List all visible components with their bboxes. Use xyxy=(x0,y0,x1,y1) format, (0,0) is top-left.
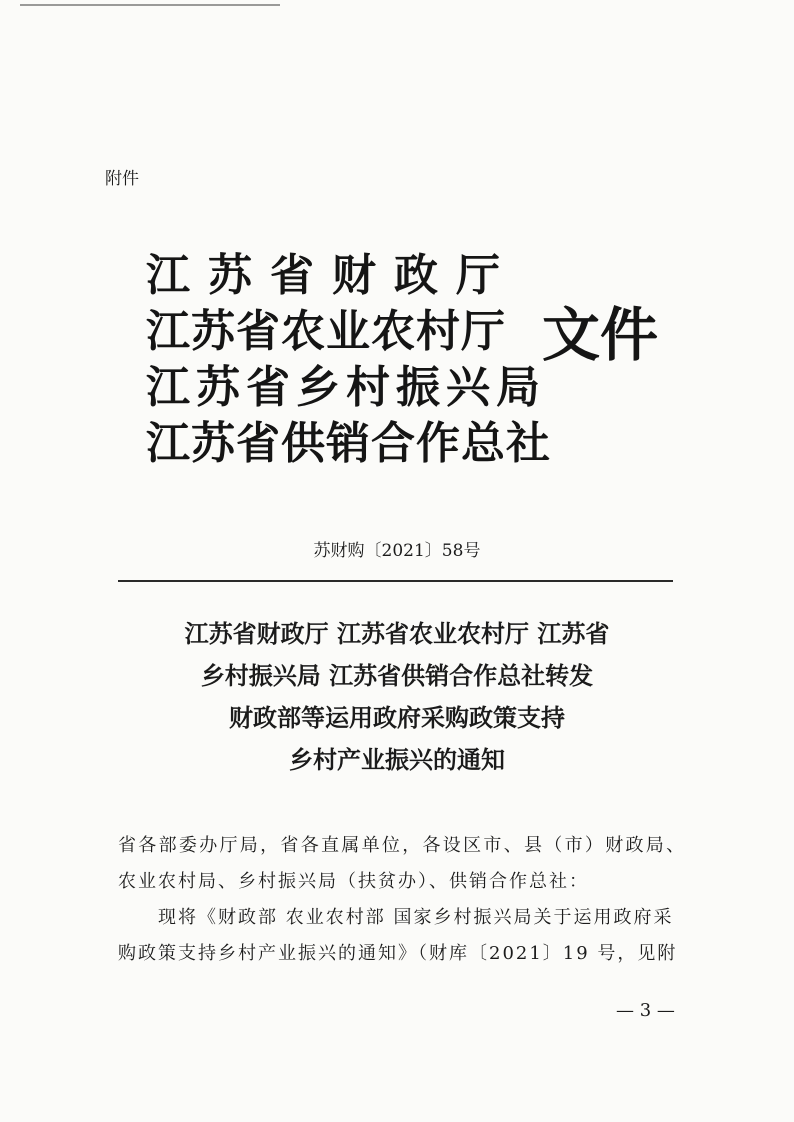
title-line: 江苏省财政厅 江苏省农业农村厅 江苏省 xyxy=(184,619,610,648)
issuer-block xyxy=(146,248,551,472)
issuer-finance-dept: 江苏省财政厅 xyxy=(146,250,518,301)
issuer-agriculture-dept: 江苏省农业农村厅 xyxy=(146,306,506,357)
header-divider xyxy=(118,580,673,582)
scan-edge-line xyxy=(20,4,280,6)
document-word: 文件 xyxy=(542,301,659,369)
page-number: — 3 — xyxy=(616,1000,675,1021)
issuer-rural-revitalization-bureau: 江苏省乡村振兴局 xyxy=(146,362,546,413)
paragraph-line: 现将《财政部 农业农村部 国家乡村振兴局关于运用政府采 xyxy=(158,907,674,928)
salutation-line: 农业农村局、乡村振兴局（扶贫办）、供销合作总社： xyxy=(118,871,589,892)
document-number: 苏财购〔2021〕58号 xyxy=(313,541,481,561)
issuer-supply-marketing-cooperative: 江苏省供销合作总社 xyxy=(146,418,551,469)
title-line: 财政部等运用政府采购政策支持 xyxy=(229,703,565,732)
title-line: 乡村振兴局 江苏省供销合作总社转发 xyxy=(200,661,594,690)
document-body xyxy=(118,828,688,972)
paragraph-line: 购政策支持乡村产业振兴的通知》（财库〔2021〕19 号，见附 xyxy=(118,943,678,964)
attachment-label: 附件 xyxy=(105,169,139,189)
document-title xyxy=(110,613,684,781)
title-line: 乡村产业振兴的通知 xyxy=(289,745,505,774)
salutation-line: 省各部委办厅局，省各直属单位，各设区市、县（市）财政局、 xyxy=(118,835,687,856)
